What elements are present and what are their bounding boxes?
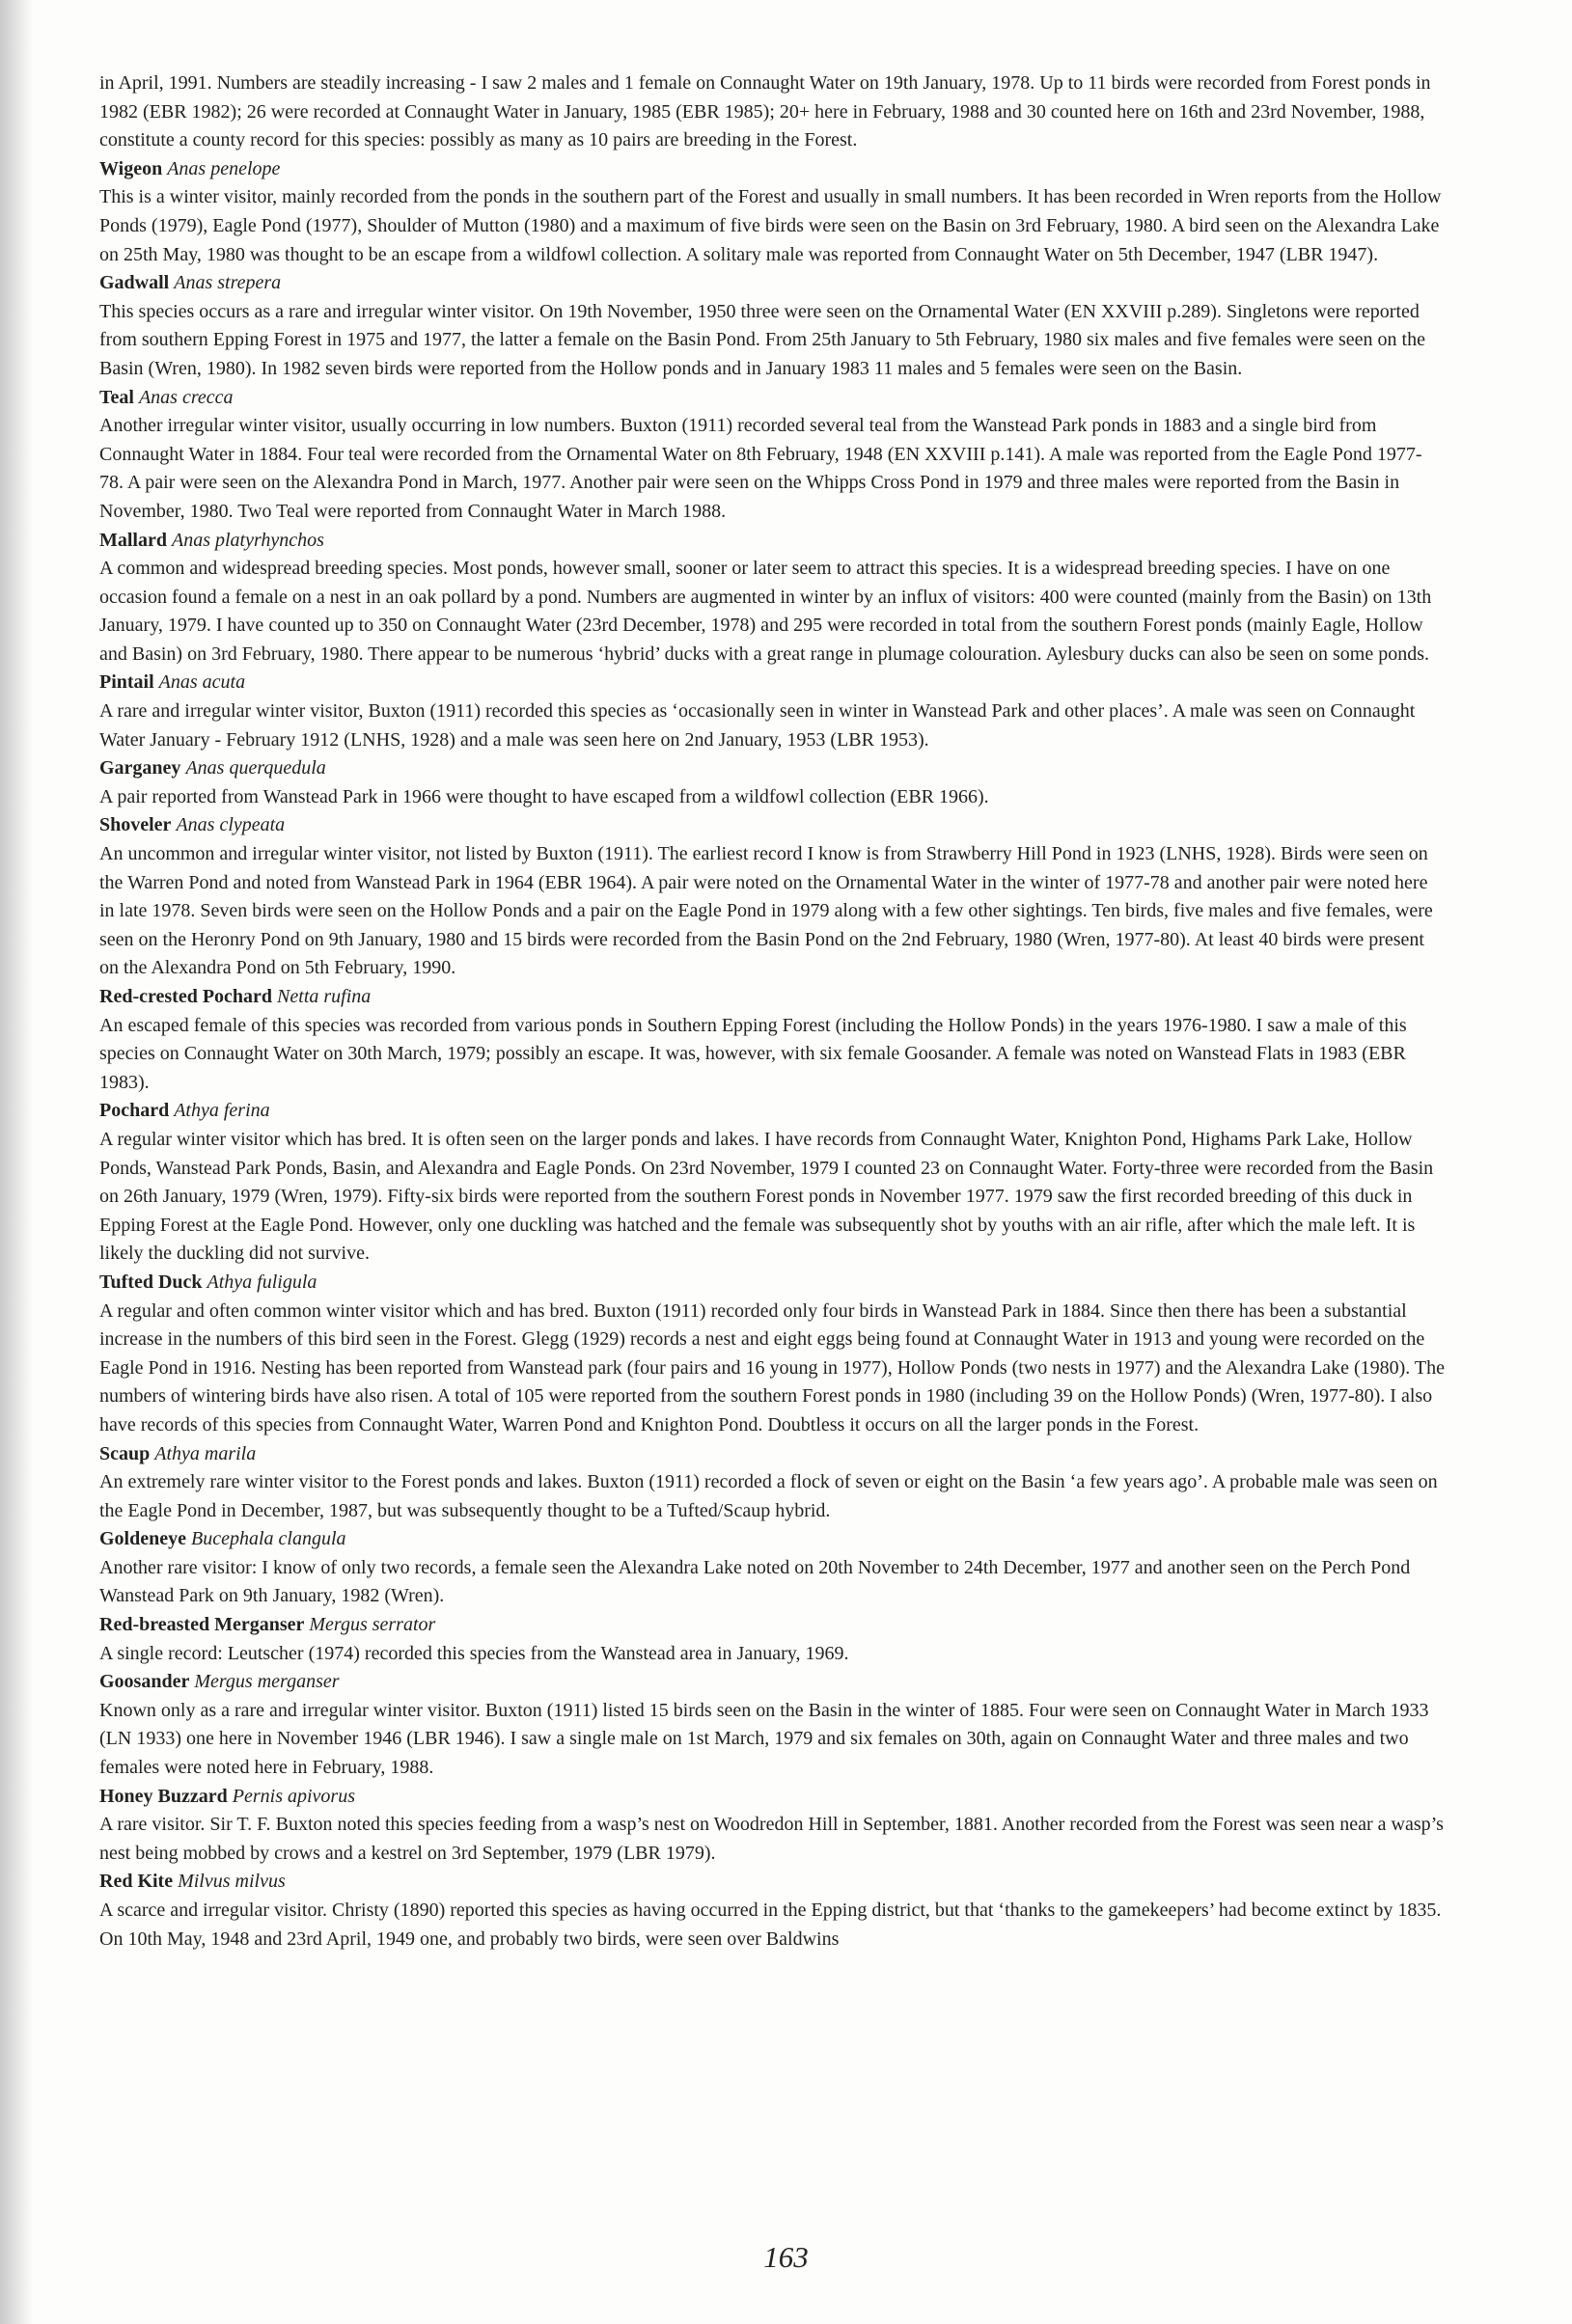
species-latin-name: Anas clypeata (176, 814, 286, 836)
species-heading (99, 983, 1446, 1012)
species-entries (99, 155, 1446, 1954)
species-heading (99, 1668, 1446, 1697)
species-latin-name: Athya fuligula (207, 1271, 317, 1293)
species-latin-name: Anas querquedula (185, 757, 326, 779)
species-heading (99, 1611, 1446, 1640)
species-account: A regular winter visitor which has bred. It is often seen on the larger ponds and lakes. I have records from Connaught Water, Knighton Pond, Highams Park Lake, Hollow Ponds, Wanstead Park Ponds, Basin, and Alexandra and Eagle Ponds. On 23rd November, 1979 I counted 23 on Connaught Water. Forty-three were recorded from the Basin on 26th January, 1979 (Wren, 1979). Fifty-six birds were reported from the southern Forest ponds in November 1977. 1979 saw the first recorded breeding of this duck in Epping Forest at the Eagle Pond. However, only one duckling was hatched and the female was subsequently shot by youths with an air rifle, after which the male left. It is likely the duckling did not survive. (99, 1128, 1434, 1265)
species-latin-name: Anas penelope (167, 157, 281, 179)
species-account: A regular and often common winter visitor which and has bred. Buxton (1911) recorded only four birds in Wanstead Park in 1884. Since then there has been a substantial increase in the numbers of this bird seen in the Forest. Glegg (1929) records a nest and eight eggs being found at Connaught Water in 1913 and young were recorded on the Eagle Pond in 1916. Nesting has been reported from Wanstead park (four pairs and 16 young in 1977), Hollow Ponds (two nests in 1977) and the Alexandra Lake (1980). The numbers of wintering birds have also risen. A total of 105 were reported from the southern Forest ponds in 1980 (including 39 on the Hollow Ponds) (Wren, 1977-80). I also have records of this species from Connaught Water, Warren Pond and Knighton Pond. Doubtless it occurs on all the larger ponds in the Forest. (99, 1299, 1446, 1435)
species-latin-name: Bucephala clangula (191, 1528, 346, 1550)
species-account: A pair reported from Wanstead Park in 1966 were thought to have escaped from a wildfowl collection (EBR 1966). (99, 785, 989, 807)
species-heading (99, 384, 1446, 413)
species-heading (99, 1440, 1446, 1469)
species-common-name: Tufted Duck (99, 1271, 203, 1293)
species-heading (99, 1868, 1446, 1897)
species-common-name: Red-breasted Merganser (99, 1614, 305, 1636)
species-account: A rare and irregular winter visitor, Buxton (1911) recorded this species as ‘occasionally seen in winter in Wanstead Park and other places’. A male was seen on Connaught Water January - February 1912 (LNHS, 1928) and a male was seen here on 2nd January, 1953 (LBR 1953). (99, 700, 1416, 751)
species-common-name: Goldeneye (99, 1528, 186, 1550)
species-common-name: Red-crested Pochard (99, 986, 273, 1007)
species-latin-name: Pernis apivorus (232, 1785, 355, 1807)
species-account: An escaped female of this species was recorded from various ponds in Southern Epping Forest (including the Hollow Ponds) in the years 1976-1980. I saw a male of this species on Connaught Water on 30th March, 1979; possibly an escape. It was, however, with six female Goosander. A female was noted on Wanstead Flats in 1983 (EBR 1983). (99, 1014, 1407, 1093)
page-edge-shadow (0, 0, 33, 2324)
species-account: A single record: Leutscher (1974) recorded this species from the Wanstead area in January, 1969. (99, 1642, 849, 1664)
species-common-name: Scaup (99, 1442, 151, 1464)
species-common-name: Goosander (99, 1671, 190, 1693)
species-account: A scarce and irregular visitor. Christy (1890) reported this species as having occurred in the Epping district, but that ‘thanks to the gamekeepers’ had become extinct by 1835. On 10th May, 1948 and 23rd April, 1949 one, and probably two birds, were seen over Baldwins (99, 1900, 1442, 1950)
species-account: Another irregular winter visitor, usually occurring in low numbers. Buxton (1911) recorded several teal from the Wanstead Park ponds in 1883 and a single bird from Connaught Water in 1884. Four teal were recorded from the Ornamental Water on 8th February, 1948 (EN XXVIII p.141). A male was reported from the Eagle Pond 1977-78. A pair were seen on the Alexandra Pond in March, 1977. Another pair were seen on the Whipps Cross Pond in 1979 and three males were reported from the Basin in November, 1980. Two Teal were reported from Connaught Water in March 1988. (99, 415, 1422, 522)
species-account: This is a winter visitor, mainly recorded from the ponds in the southern part of the Forest and usually in small numbers. It has been recorded in Wren reports from the Hollow Ponds (1979), Eagle Pond (1977), Shoulder of Mutton (1980) and a maximum of five birds were seen on the Basin on 3rd February, 1980. A bird seen on the Alexandra Lake on 25th May, 1980 was thought to be an escape from a wildfowl collection. A solitary male was reported from Connaught Water on 5th December, 1947 (LBR 1947). (99, 186, 1442, 265)
species-latin-name: Mergus merganser (194, 1671, 340, 1693)
species-account: A common and widespread breeding species. Most ponds, however small, sooner or later seem to attract this species. It is a widespread breeding species. I have on one occasion found a female on a nest in an oak pollard by a pond. Numbers are augmented in winter by an influx of visitors: 400 were counted (mainly from the Basin) on 13th January, 1979. I have counted up to 350 on Connaught Water (23rd December, 1978) and 295 were recorded in total from the southern Forest ponds (mainly Eagle, Hollow and Basin) on 3rd February, 1980. There appear to be numerous ‘hybrid’ ducks with a great range in plumage colouration. Aylesbury ducks can also be seen on some ponds. (99, 558, 1432, 665)
species-heading (99, 1269, 1446, 1298)
species-heading (99, 269, 1446, 298)
intro-paragraph: in April, 1991. Numbers are steadily increasing - I saw 2 males and 1 female on Connaught Water on 19th January, 1978. Up to 11 birds were recorded from Forest ponds in 1982 (EBR 1982); 26 were recorded at Connaught Water in January, 1985 (EBR 1985); 20+ here in February, 1988 and 30 counted here on 16th and 23rd November, 1988, constitute a county record for this species: possibly as many as 10 pairs are breeding in the Forest. (99, 72, 1431, 151)
species-heading (99, 527, 1446, 556)
species-latin-name: Anas acuta (158, 671, 246, 694)
species-common-name: Wigeon (99, 157, 163, 179)
page-body (99, 69, 1446, 1954)
species-common-name: Shoveler (99, 814, 172, 836)
species-common-name: Gadwall (99, 272, 170, 294)
species-heading (99, 1783, 1446, 1812)
page-number: 163 (763, 2240, 809, 2274)
species-heading (99, 811, 1446, 840)
species-latin-name: Athya marila (154, 1442, 257, 1464)
species-heading (99, 1525, 1446, 1554)
species-heading (99, 155, 1446, 184)
species-account: An extremely rare winter visitor to the Forest ponds and lakes. Buxton (1911) recorded a flock of seven or eight on the Basin ‘a few years ago’. A probable male was seen on the Eagle Pond in December, 1987, but was subsequently thought to be a Tufted/Scaup hybrid. (99, 1471, 1438, 1521)
species-account: A rare visitor. Sir T. F. Buxton noted this species feeding from a wasp’s nest on Woodredon Hill in September, 1881. Another recorded from the Forest was seen near a wasp’s nest being mobbed by crows and a kestrel on 3rd September, 1979 (LBR 1979). (99, 1814, 1444, 1864)
species-heading (99, 669, 1446, 697)
species-latin-name: Athya ferina (174, 1100, 270, 1122)
species-common-name: Pochard (99, 1100, 170, 1122)
species-latin-name: Anas strepera (174, 272, 282, 294)
species-heading (99, 1097, 1446, 1126)
species-account: Known only as a rare and irregular winter visitor. Buxton (1911) listed 15 birds seen on the Basin in the winter of 1885. Four were seen on Connaught Water in March 1933 (LN 1933) one here in November 1946 (LBR 1946). I saw a single male on 1st March, 1979 and six females on 30th, again on Connaught Water and three males and two females were noted here in February, 1988. (99, 1699, 1429, 1779)
species-account: An uncommon and irregular winter visitor, not listed by Buxton (1911). The earliest record I know is from Strawberry Hill Pond in 1923 (LNHS, 1928). Birds were seen on the Warren Pond and noted from Wanstead Park in 1964 (EBR 1964). A pair were noted on the Ornamental Water in the winter of 1977-78 and another pair were noted here in late 1978. Seven birds were seen on the Hollow Ponds and a pair on the Eagle Pond in 1979 along with a few other sightings. Ten birds, five males and five females, were seen on the Heronry Pond on 9th January, 1980 and 15 birds were recorded from the Basin Pond on the 2nd February, 1980 (Wren, 1977-80). At least 40 birds were present on the Alexandra Pond on 5th February, 1990. (99, 843, 1433, 979)
species-common-name: Garganey (99, 757, 181, 779)
species-account: Another rare visitor: I know of only two records, a female seen the Alexandra Lake noted on 20th November to 24th December, 1977 and another seen on the Perch Pond Wanstead Park on 9th January, 1982 (Wren). (99, 1556, 1411, 1607)
species-latin-name: Anas crecca (138, 386, 234, 408)
species-common-name: Honey Buzzard (99, 1785, 228, 1807)
species-latin-name: Milvus milvus (178, 1871, 286, 1893)
species-common-name: Pintail (99, 671, 154, 694)
species-common-name: Teal (99, 386, 134, 408)
species-latin-name: Anas platyrhynchos (172, 529, 324, 551)
species-common-name: Mallard (99, 529, 167, 551)
species-account: This species occurs as a rare and irregular winter visitor. On 19th November, 1950 three were seen on the Ornamental Water (EN XXVIII p.289). Singletons were reported from southern Epping Forest in 1975 and 1977, the latter a female on the Basin Pond. From 25th January to 5th February, 1980 six males and five females were seen on the Basin (Wren, 1980). In 1982 seven birds were reported from the Hollow ponds and in January 1983 11 males and 5 females were seen on the Basin. (99, 300, 1425, 379)
species-heading (99, 754, 1446, 783)
species-common-name: Red Kite (99, 1871, 174, 1893)
species-latin-name: Mergus serrator (309, 1614, 436, 1636)
species-latin-name: Netta rufina (277, 986, 372, 1007)
